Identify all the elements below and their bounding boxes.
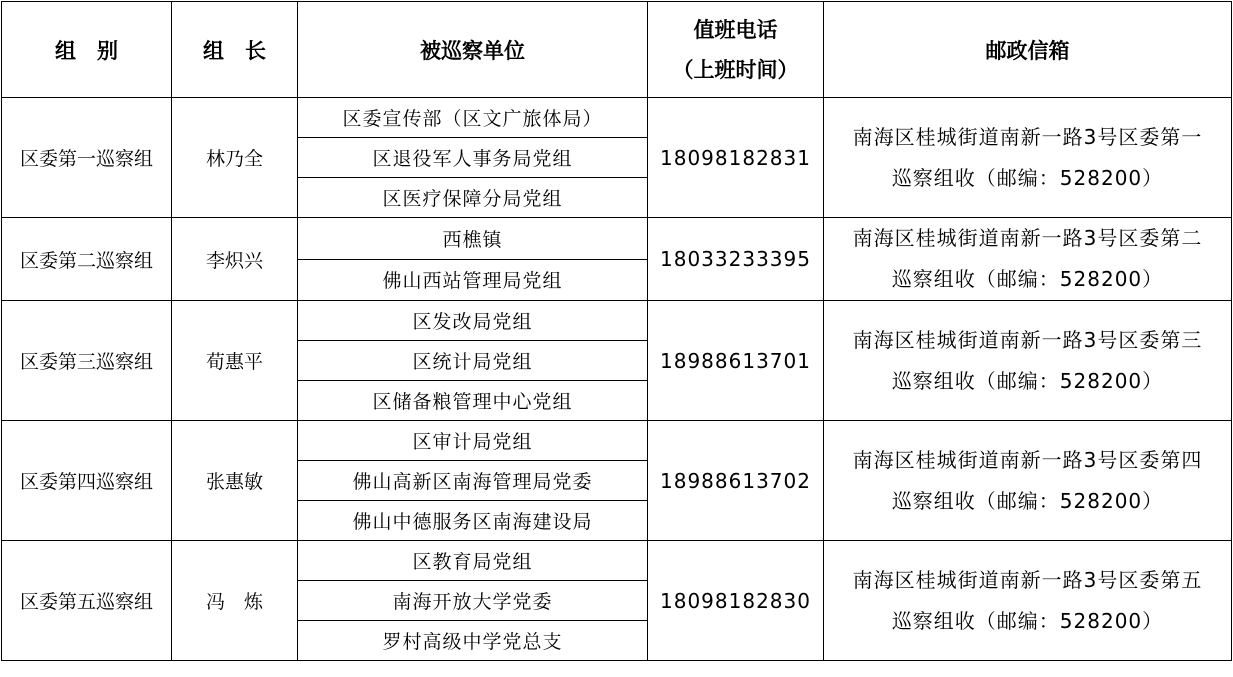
phone-cell: 18098182830 [648, 541, 824, 661]
phone-cell: 18988613701 [648, 301, 824, 421]
group-name-cell: 区委第五巡察组 [2, 541, 172, 661]
mailbox-line1: 南海区桂城街道南新一路3号区委第二 [852, 226, 1203, 250]
table-row [2, 541, 1232, 581]
unit-cell: 区医疗保障分局党组 [298, 178, 648, 218]
group-name-cell: 区委第四巡察组 [2, 421, 172, 541]
mailbox-line2: 巡察组收（邮编：528200） [891, 368, 1164, 393]
leader-cell: 冯 炼 [172, 541, 298, 661]
mailbox-line2: 巡察组收（邮编：528200） [891, 608, 1164, 633]
header-leader: 组 长 [172, 2, 298, 98]
unit-cell: 区教育局党组 [298, 541, 648, 581]
unit-cell: 区退役军人事务局党组 [298, 138, 648, 178]
unit-cell: 区审计局党组 [298, 421, 648, 461]
unit-cell: 罗村高级中学党总支 [298, 621, 648, 661]
mailbox-cell [824, 541, 1232, 661]
leader-cell: 李炽兴 [172, 218, 298, 301]
header-mailbox: 邮政信箱 [824, 2, 1232, 98]
mailbox-line2: 巡察组收（邮编：528200） [891, 165, 1164, 190]
header-phone [648, 2, 824, 98]
mailbox-line2: 巡察组收（邮编：528200） [891, 267, 1164, 291]
leader-cell: 林乃全 [172, 98, 298, 218]
header-group: 组 别 [2, 2, 172, 98]
header-phone-line2: （上班时间） [672, 57, 799, 82]
unit-cell: 佛山高新区南海管理局党委 [298, 461, 648, 501]
mailbox-line1: 南海区桂城街道南新一路3号区委第五 [852, 567, 1203, 592]
table-row [2, 218, 1232, 260]
mailbox-cell [824, 421, 1232, 541]
unit-cell: 区统计局党组 [298, 341, 648, 381]
leader-cell: 张惠敏 [172, 421, 298, 541]
unit-cell: 区发改局党组 [298, 301, 648, 341]
inspection-groups-table [1, 1, 1232, 661]
header-units: 被巡察单位 [298, 2, 648, 98]
mailbox-line1: 南海区桂城街道南新一路3号区委第一 [852, 124, 1203, 149]
table-row [2, 421, 1232, 461]
group-name-cell: 区委第三巡察组 [2, 301, 172, 421]
unit-cell: 区委宣传部（区文广旅体局） [298, 98, 648, 138]
mailbox-line1: 南海区桂城街道南新一路3号区委第三 [852, 327, 1203, 352]
unit-cell: 南海开放大学党委 [298, 581, 648, 621]
unit-cell: 佛山西站管理局党组 [298, 259, 648, 301]
table-row [2, 301, 1232, 341]
mailbox-cell [824, 98, 1232, 218]
group-name-cell: 区委第二巡察组 [2, 218, 172, 301]
table-row [2, 98, 1232, 138]
leader-cell: 荀惠平 [172, 301, 298, 421]
unit-cell: 区储备粮管理中心党组 [298, 381, 648, 421]
mailbox-line2: 巡察组收（邮编：528200） [891, 488, 1164, 513]
phone-cell: 18033233395 [648, 218, 824, 301]
unit-cell: 西樵镇 [298, 218, 648, 260]
unit-cell: 佛山中德服务区南海建设局 [298, 501, 648, 541]
header-row [2, 2, 1232, 98]
mailbox-cell [824, 218, 1232, 301]
phone-cell: 18098182831 [648, 98, 824, 218]
mailbox-cell [824, 301, 1232, 421]
group-name-cell: 区委第一巡察组 [2, 98, 172, 218]
mailbox-line1: 南海区桂城街道南新一路3号区委第四 [852, 447, 1203, 472]
phone-cell: 18988613702 [648, 421, 824, 541]
header-phone-line1: 值班电话 [693, 17, 778, 42]
